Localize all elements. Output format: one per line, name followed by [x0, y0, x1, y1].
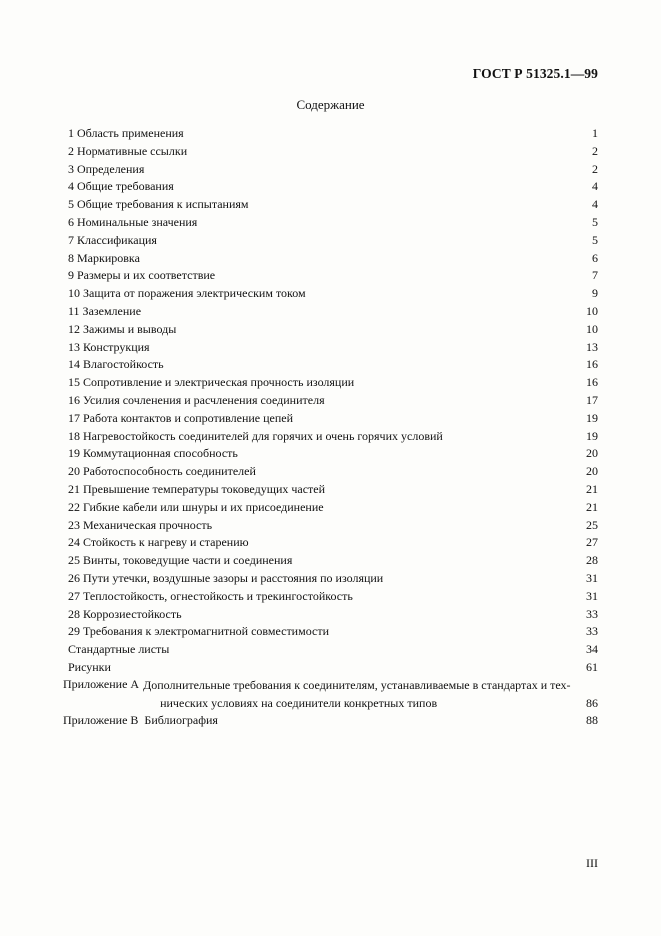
toc-entry — [63, 481, 598, 499]
page-title: Содержание — [296, 97, 365, 112]
toc-entry-page: 17 — [586, 392, 598, 407]
toc-entry-title: 1 Область применения — [68, 126, 184, 140]
toc-entry — [63, 499, 598, 517]
toc-entry-title: 27 Теплостойкость, огнестойкость и трекингостойкость — [68, 588, 353, 603]
toc-entry — [63, 552, 598, 570]
toc-entry-page: 27 — [586, 535, 598, 550]
toc-entry-title: 10 Защита от поражения электрическим током — [68, 286, 306, 301]
toc-entry-title: 4 Общие требования — [68, 179, 174, 194]
toc-entry-title: 22 Гибкие кабели или шнуры и их присоединение — [68, 499, 324, 514]
toc-entry — [63, 392, 598, 410]
toc-entry-title: 6 Номинальные значения — [68, 214, 198, 229]
page-number: III — [586, 856, 598, 870]
toc-entry-page: 4 — [592, 179, 598, 194]
toc-entry-page: 20 — [586, 464, 598, 479]
toc-entry — [63, 178, 598, 196]
toc-entry — [63, 606, 598, 624]
toc-entry-page: 1 — [592, 126, 598, 140]
toc-entry-page: 5 — [592, 214, 598, 229]
appendix-b-page: 88 — [586, 713, 598, 728]
toc-entry-page: 16 — [586, 357, 598, 372]
toc-appendix-a — [63, 677, 598, 713]
toc-entry-page: 21 — [586, 499, 598, 514]
toc-entry — [63, 125, 598, 143]
toc-entry-title: 28 Коррозиестойкость — [68, 606, 182, 621]
toc-entry — [63, 623, 598, 641]
toc-appendix-b — [63, 712, 598, 730]
toc-entry-page: 25 — [586, 517, 598, 532]
toc-entry-title: 11 Заземление — [68, 303, 142, 318]
toc-entry-page: 16 — [586, 375, 598, 390]
toc-entry-page: 28 — [586, 553, 598, 568]
toc-entry — [63, 143, 598, 161]
toc-entry-title: 12 Зажимы и выводы — [68, 321, 177, 336]
toc-entry-title: 15 Сопротивление и электрическая прочность изоляции — [68, 375, 355, 390]
toc-entry-page: 19 — [586, 428, 598, 443]
toc-entry — [63, 428, 598, 446]
toc-entry-page: 33 — [586, 624, 598, 639]
toc-entry-title: Рисунки — [68, 659, 111, 674]
toc-entry-title: 9 Размеры и их соответствие — [68, 268, 216, 283]
toc-entry-title: 8 Маркировка — [68, 250, 140, 265]
toc-entry — [63, 303, 598, 321]
appendix-a-label: Приложение А — [63, 676, 140, 691]
toc-entry-title: 24 Стойкость к нагреву и старению — [68, 535, 249, 550]
toc-entry — [63, 285, 598, 303]
appendix-a-title-line2: нических условиях на соединители конкретных типов — [160, 695, 438, 710]
toc-entry-page: 7 — [592, 268, 598, 283]
toc-entries — [63, 125, 598, 677]
toc-entry — [63, 534, 598, 552]
appendix-a-page: 86 — [586, 695, 598, 710]
toc-entry-page: 2 — [592, 143, 598, 158]
toc-entry — [63, 356, 598, 374]
document-standard-code: ГОСТ Р 51325.1—99 — [472, 66, 598, 81]
toc-entry-page: 4 — [592, 197, 598, 212]
toc-entry-page: 5 — [592, 232, 598, 247]
toc-entry-title: 20 Работоспособность соединителей — [68, 464, 256, 479]
toc-entry-title: 26 Пути утечки, воздушные зазоры и расстояния по изоляции — [68, 570, 384, 585]
toc-entry — [63, 250, 598, 268]
toc-entry — [63, 517, 598, 535]
toc-entry — [63, 570, 598, 588]
toc-entry-title: 23 Механическая прочность — [68, 517, 213, 532]
toc-entry-page: 2 — [592, 161, 598, 176]
appendix-b-label: Приложение В — [63, 713, 139, 728]
toc-entry-page: 31 — [586, 570, 598, 585]
toc-entry — [63, 196, 598, 214]
toc-entry-title: 7 Классификация — [68, 232, 157, 247]
toc-entry — [63, 321, 598, 339]
toc-entry-title: 13 Конструкция — [68, 339, 150, 354]
toc-entry-page: 19 — [586, 410, 598, 425]
toc-entry — [63, 410, 598, 428]
toc-entry — [63, 339, 598, 357]
toc-entry — [63, 267, 598, 285]
toc-entry-title: 16 Усилия сочленения и расчленения соединителя — [68, 392, 325, 407]
toc-entry — [63, 232, 598, 250]
toc-entry-page: 13 — [586, 339, 598, 354]
toc-entry — [63, 161, 598, 179]
toc-entry-title: 2 Нормативные ссылки — [68, 143, 188, 158]
toc-entry — [63, 445, 598, 463]
toc-entry-page: 21 — [586, 481, 598, 496]
toc-entry-title: 18 Нагревостойкость соединителей для горячих и очень горячих условий — [68, 428, 443, 443]
toc-entry — [63, 659, 598, 677]
toc-entry-title: Стандартные листы — [68, 642, 170, 657]
toc-entry — [63, 641, 598, 659]
toc-entry-page: 10 — [586, 303, 598, 318]
toc-entry-title: 29 Требования к электромагнитной совместимости — [68, 624, 329, 639]
toc-entry-title: 14 Влагостойкость — [68, 357, 164, 372]
toc-entry-page: 33 — [586, 606, 598, 621]
appendix-a-title-line1: Дополнительные требования к соединителям, устанавливаемые в стандартах и тех- — [143, 677, 571, 692]
toc-entry-page: 6 — [592, 250, 598, 265]
toc-entry-title: 19 Коммутационная способность — [68, 446, 238, 461]
table-of-contents — [63, 125, 598, 730]
toc-entry-title: 25 Винты, токоведущие части и соединения — [68, 553, 293, 568]
toc-entry — [63, 588, 598, 606]
toc-entry-title: 5 Общие требования к испытаниям — [68, 197, 249, 212]
toc-entry-page: 20 — [586, 446, 598, 461]
toc-entry-page: 10 — [586, 321, 598, 336]
toc-entry-title: 17 Работа контактов и сопротивление цепей — [68, 410, 294, 425]
toc-entry-title: 3 Определения — [68, 161, 145, 176]
toc-entry — [63, 214, 598, 232]
toc-entry-page: 34 — [586, 642, 598, 657]
appendix-b-title: Библиография — [144, 713, 218, 728]
toc-entry-page: 9 — [592, 286, 598, 301]
toc-entry — [63, 374, 598, 392]
toc-entry — [63, 463, 598, 481]
toc-entry-page: 31 — [586, 588, 598, 603]
toc-entry-page: 61 — [586, 659, 598, 674]
toc-entry-title: 21 Превышение температуры токоведущих частей — [68, 481, 326, 496]
